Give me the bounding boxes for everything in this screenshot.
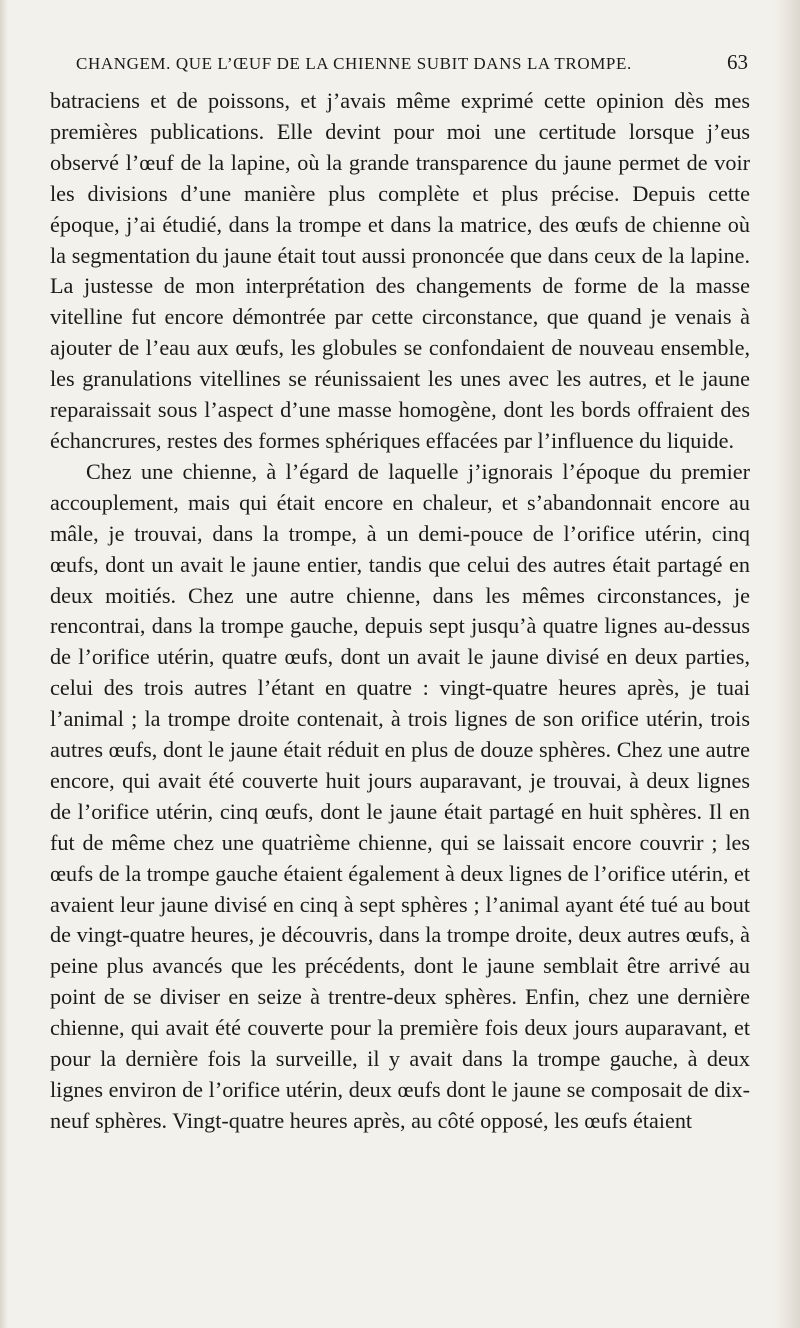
body-text — [50, 86, 750, 1137]
paragraph: batraciens et de poissons, et j’avais même exprimé cette opinion dès mes premières publications. Elle devint pour moi une certitude lorsque j’eus observé l’œuf de la lapine, où la grande transparence du jaune permet de voir les divisions d’une manière plus complète et plus précise. Depuis cette époque, j’ai étudié, dans la trompe et dans la matrice, des œufs de chienne où la segmentation du jaune était tout aussi prononcée que dans ceux de la lapine. La justesse de mon interprétation des changements de forme de la masse vitelline fut encore démontrée par cette circonstance, que quand je venais à ajouter de l’eau aux œufs, les globules se confondaient de nouveau ensemble, les granulations vitellines se réunissaient les unes avec les autres, et le jaune reparaissait sous l’aspect d’une masse homogène, dont les bords offraient des échancrures, restes des formes sphériques effacées par l’influence du liquide. — [50, 88, 750, 453]
page-right-edge-shadow — [774, 0, 800, 1328]
page-number: 63 — [727, 50, 748, 74]
page-header — [76, 50, 748, 84]
page-left-edge-shadow — [0, 0, 8, 1328]
running-head: CHANGEM. QUE L’ŒUF DE LA CHIENNE SUBIT DANS LA TROMPE. — [76, 54, 632, 73]
paragraph: Chez une chienne, à l’égard de laquelle j’ignorais l’époque du premier accouplement, mais qui était encore en chaleur, et s’abandonnait encore au mâle, je trouvai, dans la trompe, à un demi-pouce de l’orifice utérin, cinq œufs, dont un avait le jaune entier, tandis que celui des autres était partagé en deux moitiés. Chez une autre chienne, dans les mêmes circonstances, je rencontrai, dans la trompe gauche, depuis sept jusqu’à quatre lignes au-dessus de l’orifice utérin, quatre œufs, dont un avait le jaune divisé en deux parties, celui des trois autres l’étant en quatre : vingt-quatre heures après, je tuai l’animal ; la trompe droite contenait, à trois lignes de son orifice utérin, trois autres œufs, dont le jaune était réduit en plus de douze sphères. Chez une autre encore, qui avait été couverte huit jours auparavant, je trouvai, à deux lignes de l’orifice utérin, cinq œufs, dont le jaune était partagé en huit sphères. Il en fut de même chez une quatrième chienne, qui se laissait encore couvrir ; les œufs de la trompe gauche étaient également à deux lignes de l’orifice utérin, et avaient leur jaune divisé en cinq à sept sphères ; l’animal ayant été tué au bout de vingt-quatre heures, je découvris, dans la trompe droite, deux autres œufs, à peine plus avancés que les précédents, dont le jaune semblait être arrivé au point de se diviser en seize à trentre-deux sphères. Enfin, chez une dernière chienne, qui avait été couverte pour la première fois deux jours auparavant, et pour la dernière fois la surveille, il y avait dans la trompe gauche, à deux lignes environ de l’orifice utérin, deux œufs dont le jaune se composait de dix-neuf sphères. Vingt-quatre heures après, au côté opposé, les œufs étaient — [50, 458, 750, 1133]
